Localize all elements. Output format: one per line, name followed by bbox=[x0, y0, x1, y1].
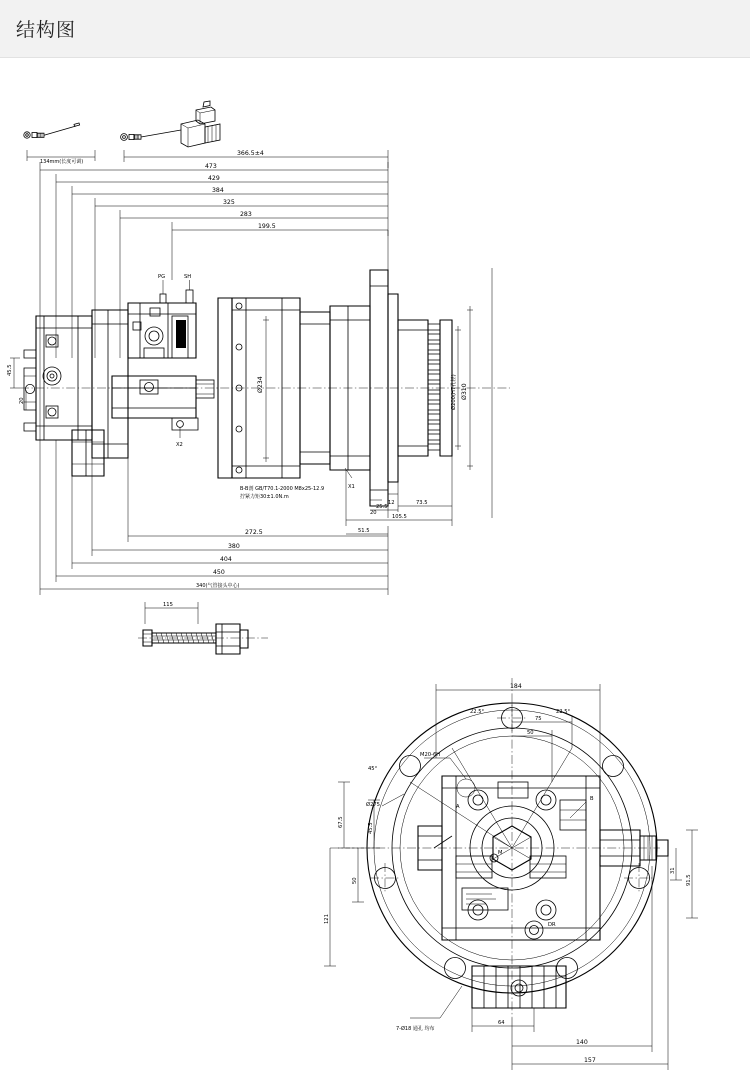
callout-m: M bbox=[498, 850, 503, 856]
dim-12: 12 bbox=[388, 500, 395, 506]
dim-d234: Ø234 bbox=[257, 376, 264, 393]
dim-67-5: 67.5 bbox=[338, 816, 344, 828]
dim-25-5: 25.5 bbox=[376, 504, 388, 510]
dim-51-5: 51.5 bbox=[358, 528, 370, 534]
dim-22-5-left: 22.5° bbox=[470, 709, 485, 715]
page-header bbox=[0, 0, 750, 58]
callout-b: B bbox=[590, 796, 594, 802]
dim-115: 115 bbox=[163, 602, 173, 608]
callout-m20: M20-6H bbox=[420, 752, 441, 758]
dim-20: 20 bbox=[370, 510, 377, 516]
dim-140: 140 bbox=[576, 1039, 588, 1046]
dim-d310: Ø310 bbox=[461, 383, 468, 400]
callout-a: A bbox=[456, 804, 460, 810]
technical-drawing bbox=[0, 58, 750, 1083]
dim-105-5: 105.5 bbox=[392, 514, 407, 520]
dim-75: 75 bbox=[535, 716, 542, 722]
lower-right-dims bbox=[346, 456, 452, 534]
dim-184: 184 bbox=[510, 683, 522, 690]
callout-sh: SH bbox=[184, 274, 192, 280]
main-assembly-side bbox=[20, 270, 510, 506]
dim-450: 450 bbox=[213, 569, 225, 576]
note-through-holes: 7-Ø18 通孔 均布 bbox=[396, 1026, 435, 1032]
dim-45-5: 45.5 bbox=[368, 822, 374, 834]
left-vertical-dims bbox=[7, 358, 26, 410]
dim-429: 429 bbox=[208, 175, 220, 182]
page-title: 结构图 bbox=[16, 19, 77, 41]
note-bolt-torque: 拧紧力矩30±1.0N.m bbox=[240, 494, 289, 500]
dim-91-5: 91.5 bbox=[686, 874, 692, 886]
bolt-detail-view bbox=[138, 602, 268, 654]
dim-366-5: 366.5±4 bbox=[237, 150, 264, 157]
dim-20-left: 20 bbox=[19, 397, 25, 404]
dim-d200: Ø200(H7孔径) bbox=[451, 374, 457, 410]
top-dimension-stack bbox=[27, 150, 388, 358]
dim-340-note: 340(气管接头中心) bbox=[196, 583, 240, 589]
dim-50-left: 50 bbox=[352, 877, 358, 884]
dim-121: 121 bbox=[324, 914, 330, 924]
dim-d275: Ø275 bbox=[366, 802, 380, 808]
dim-157: 157 bbox=[584, 1057, 596, 1064]
dim-199-5: 199.5 bbox=[258, 223, 276, 230]
dim-31: 31 bbox=[670, 867, 676, 874]
side-elevation-view bbox=[7, 101, 510, 654]
callout-pg: PG bbox=[158, 274, 166, 280]
dim-50-top: 50 bbox=[527, 730, 534, 736]
dim-134mm: 134mm(长度可调) bbox=[40, 159, 84, 165]
dim-45-5-left: 45.5 bbox=[7, 364, 13, 376]
front-end-view bbox=[324, 678, 698, 1070]
callout-dr: DR bbox=[548, 922, 556, 928]
dim-73-5: 73.5 bbox=[416, 500, 428, 506]
accessory-sensors bbox=[24, 101, 220, 147]
dim-64: 64 bbox=[498, 1020, 505, 1026]
callout-x1: X1 bbox=[348, 484, 355, 490]
note-bolt-spec: B-B剖 GB/T70.1-2000 M8x25-12.9 bbox=[240, 486, 325, 492]
dim-283: 283 bbox=[240, 211, 252, 218]
dim-384: 384 bbox=[212, 187, 224, 194]
dim-325: 325 bbox=[223, 199, 235, 206]
dim-380: 380 bbox=[228, 543, 240, 550]
callout-x2: X2 bbox=[176, 442, 183, 448]
dim-404: 404 bbox=[220, 556, 232, 563]
dim-22-5-right: 22.5° bbox=[556, 709, 571, 715]
dim-473: 473 bbox=[205, 163, 217, 170]
dim-272-5: 272.5 bbox=[245, 529, 263, 536]
dim-45: 45° bbox=[368, 766, 378, 772]
